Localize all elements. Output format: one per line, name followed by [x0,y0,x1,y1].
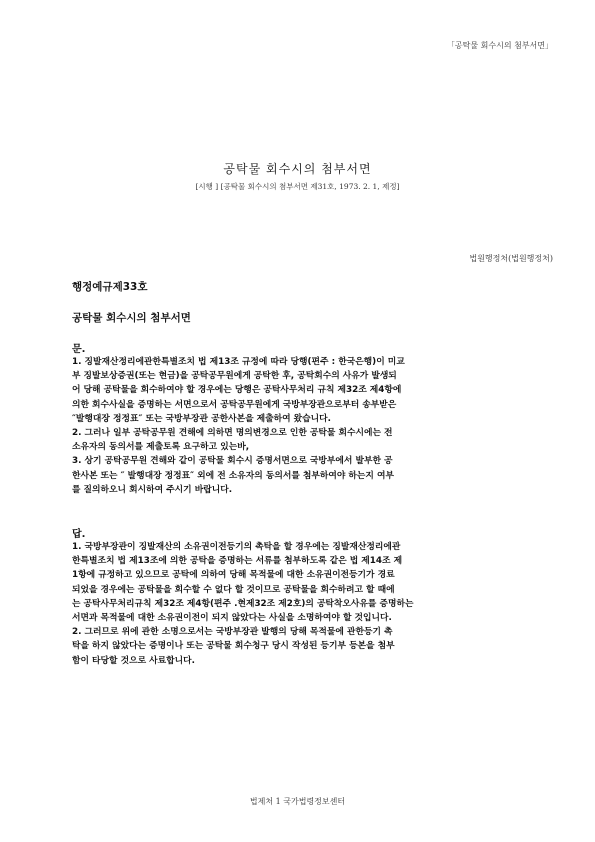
question-line: 2. 그러나 일부 공탁공무원 견해에 의하면 명의변경으로 인한 공탁물 회수시에는 전 [72,428,393,439]
answer-heading: 답. [72,529,86,540]
question-line: 를 질의하오니 회시하여 주시기 바랍니다. [72,484,233,495]
question-text [72,355,542,497]
document-meta: [시행 ] [공탁물 회수시의 첨부서면 제31호, 1973. 2. 1, 제정] [195,182,400,191]
answer-line: 탁을 하지 않았다는 증명이나 또는 공탁물 회수청구 당시 작성된 등기부 등본을 첨부 [72,641,395,652]
document-header-tag: 「공탁물 회수시의 첨부서면」 [446,41,553,50]
question-line: 어 당해 공탁물을 회수하여야 할 경우에는 당행은 공탁사무처리 규칙 제32조 제4항에 [72,385,402,396]
answer-line: 1. 국방부장관이 징발재산의 소유권이전등기의 촉탁을 할 경우에는 징발재산정리에관 [72,542,401,552]
answer-line: 1항에 규정하고 있으므로 공탁에 의하여 당해 목적물에 대한 소유권이전등기가 경료 [72,570,395,581]
question-line: 소유자의 동의서를 제출토록 요구하고 있는바, [72,442,250,453]
answer-line: 되었을 경우에는 공탁물을 회수할 수 없다 할 것이므로 공탁물을 회수하려고 할 때에 [72,584,395,595]
regulation-number: 행정예규제33호 [72,281,148,293]
answer-text [72,540,542,668]
question-line: 한사본 또는 ″ 발행대장 정정표″ 외에 전 소유자의 동의서를 첨부하여야 하는지 여부 [72,470,394,481]
document-title: 공탁물 회수시의 첨부서면 [223,162,372,176]
question-heading: 문. [72,344,86,355]
question-line: 의한 회수사실을 증명하는 서면으로서 공탁공무원에게 국방부장관으로부터 송부받은 [72,399,397,410]
question-line: 부 징발보상증권(또는 현금)을 공탁공무원에게 공탁한 후, 공탁회수의 사유가 발생되 [72,371,397,382]
ministry-label: 법원행정처(법원행정처) [469,254,553,263]
answer-line: 한특별조치 법 제13조에 의한 공탁을 증명하는 서류를 첨부하도록 같은 법 제14조 제 [72,556,403,567]
body-title: 공탁물 회수시의 첨부서면 [72,312,191,324]
page-footer: 법제처 1 국가법령정보센터 [249,797,346,806]
answer-line: 2. 그러므로 위에 관한 소명으로서는 국방부장관 발행의 당해 목적물에 관한등기 촉 [72,627,393,638]
answer-line: 는 공탁사무처리규칙 제32조 제4항(편주 .현제32조 제2호)의 공탁착오사유를 증명하는 [72,598,414,609]
question-line: 1. 징발재산정리에관한특별조치 법 제13조 규정에 따라 당행(편주 : 한국은행)이 미교 [72,357,405,367]
question-line: ″발행대장 정정표″ 또는 국방부장관 공한사본을 제출하여 왔습니다. [72,413,332,424]
answer-line: 함이 타당할 것으로 사료합니다. [72,655,196,666]
answer-line: 서면과 목적물에 대한 소유권이전이 되지 않았다는 사실을 소명하여야 할 것입니다. [72,613,392,624]
question-line: 3. 상기 공탁공무원 견해와 같이 공탁물 회수시 증명서면으로 국방부에서 발부한 공 [72,456,393,467]
